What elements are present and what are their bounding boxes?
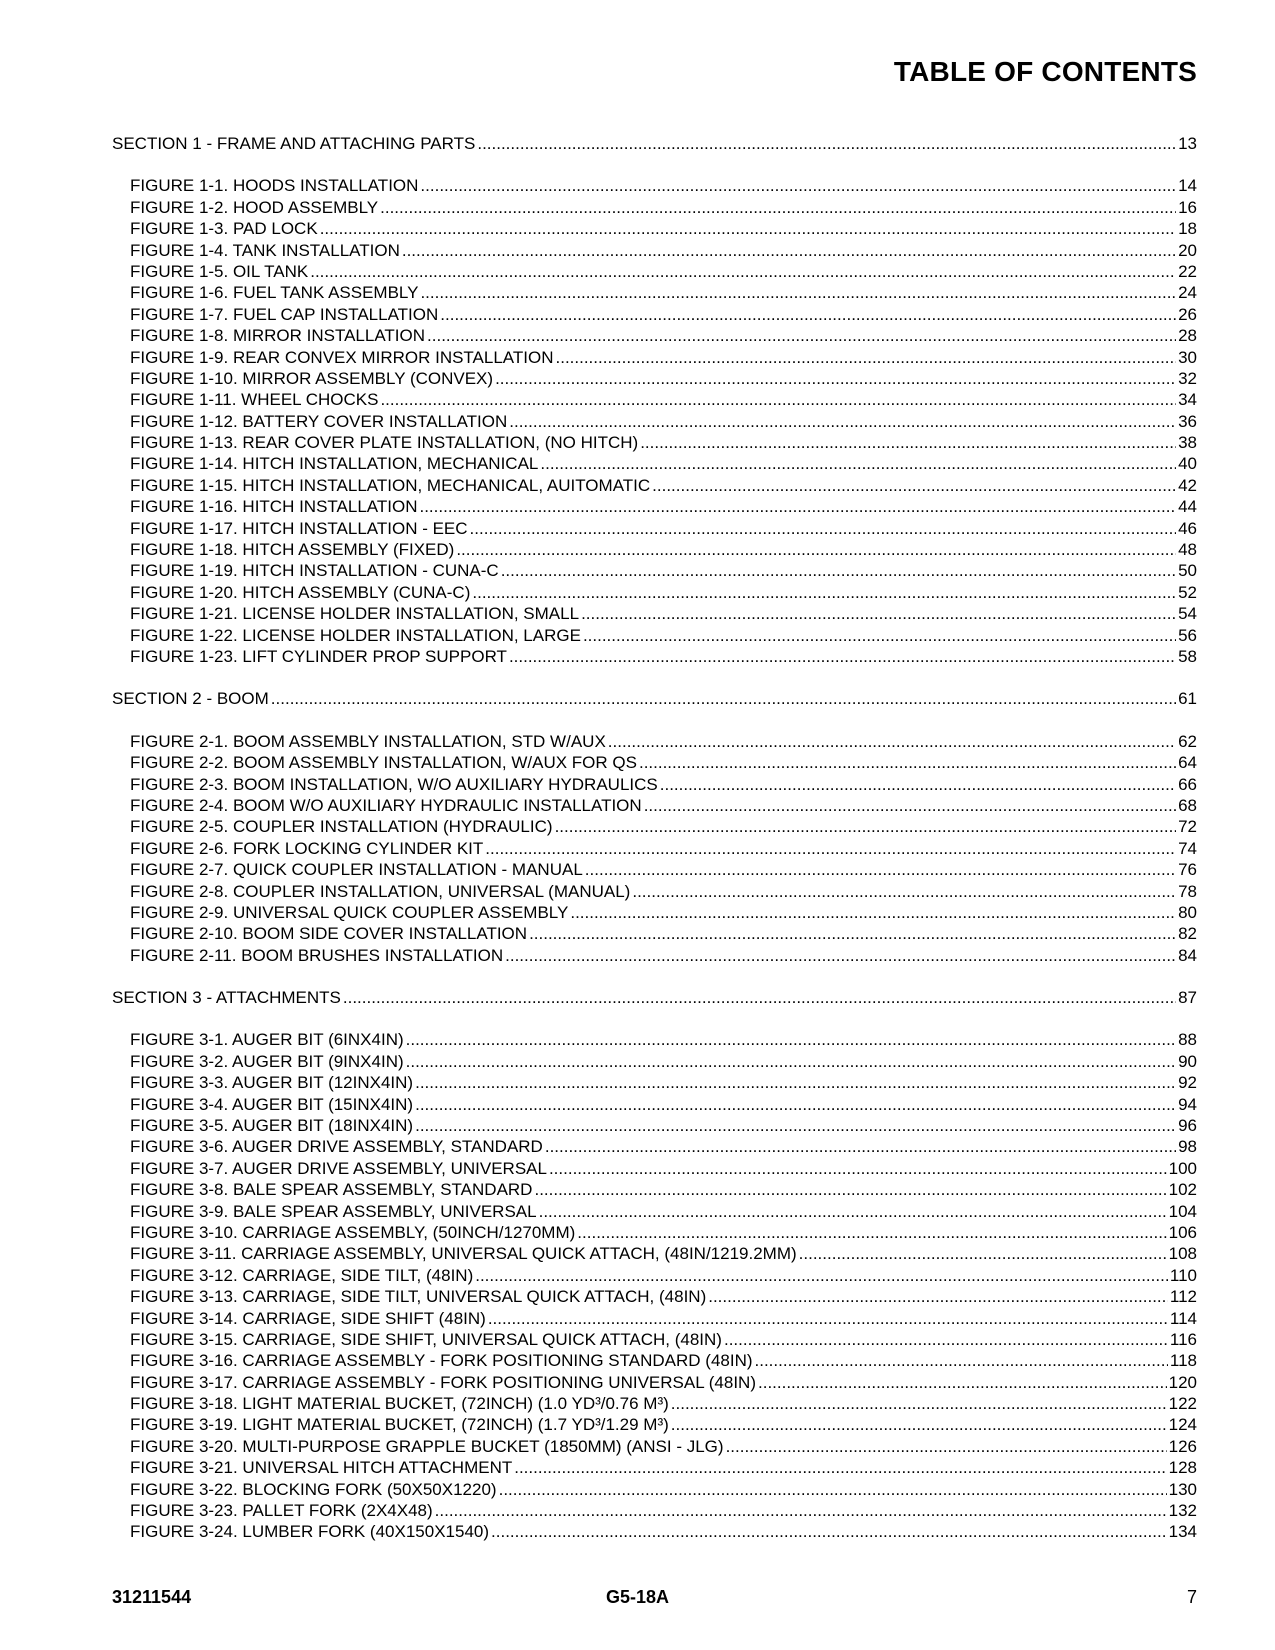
toc-figure-entry[interactable] <box>112 453 1197 474</box>
dot-leader <box>581 603 1176 624</box>
toc-figure-entry[interactable] <box>112 347 1197 368</box>
page-number: 87 <box>1178 988 1197 1008</box>
toc-figure-entry[interactable] <box>112 603 1197 624</box>
toc-figure-entry[interactable] <box>112 539 1197 560</box>
page-number: 44 <box>1178 497 1197 517</box>
dot-leader <box>644 795 1176 816</box>
page-number: 96 <box>1178 1116 1197 1136</box>
page-number: 14 <box>1178 176 1197 196</box>
page-number: 48 <box>1178 540 1197 560</box>
toc-figure-entry[interactable] <box>112 1521 1197 1542</box>
figure-title: FIGURE 3-7. AUGER DRIVE ASSEMBLY, UNIVERSAL <box>130 1158 547 1178</box>
toc-figure-entry[interactable] <box>112 282 1197 303</box>
toc-figure-entry[interactable] <box>112 1329 1197 1350</box>
page-number: 108 <box>1168 1244 1197 1264</box>
toc-figure-entry[interactable] <box>112 475 1197 496</box>
page-number: 116 <box>1169 1329 1197 1349</box>
page-number: 13 <box>1178 134 1197 153</box>
page-number: 130 <box>1168 1479 1197 1499</box>
toc-figure-entry[interactable] <box>112 1286 1197 1307</box>
toc-figure-entry[interactable] <box>112 1072 1197 1093</box>
dot-leader <box>420 175 1176 196</box>
figure-title: FIGURE 2-5. COUPLER INSTALLATION (HYDRAULIC) <box>130 817 553 837</box>
dot-leader <box>652 475 1176 496</box>
page-title: TABLE OF CONTENTS <box>893 56 1197 87</box>
figure-title: FIGURE 1-14. HITCH INSTALLATION, MECHANICAL <box>130 454 539 474</box>
figure-title: FIGURE 1-16. HITCH INSTALLATION <box>130 497 418 517</box>
page-number: 88 <box>1178 1030 1197 1050</box>
figure-title: FIGURE 1-11. WHEEL CHOCKS <box>130 390 379 410</box>
page-number: 132 <box>1168 1501 1197 1521</box>
dot-leader <box>415 1115 1176 1136</box>
dot-leader <box>406 1029 1176 1050</box>
toc-figure-entry[interactable] <box>112 1308 1197 1329</box>
table-of-contents <box>112 133 1197 1543</box>
figure-title: FIGURE 1-12. BATTERY COVER INSTALLATION <box>130 411 508 431</box>
page-number: 94 <box>1178 1094 1197 1114</box>
footer-page-number: 7 <box>1186 1587 1197 1607</box>
page-number: 50 <box>1178 561 1197 581</box>
figure-title: FIGURE 1-4. TANK INSTALLATION <box>130 240 400 260</box>
dot-leader <box>556 347 1177 368</box>
page-number: 74 <box>1178 838 1197 858</box>
dot-leader <box>799 1243 1167 1264</box>
toc-figure-entry[interactable] <box>112 325 1197 346</box>
toc-figure-entry[interactable] <box>112 1265 1197 1286</box>
dot-leader <box>555 816 1177 837</box>
figure-title: FIGURE 3-5. AUGER BIT (18INX4IN) <box>130 1116 414 1136</box>
dot-leader <box>660 774 1176 795</box>
page-number: 118 <box>1169 1351 1197 1371</box>
page-number: 110 <box>1169 1265 1197 1285</box>
toc-figure-entry[interactable] <box>112 902 1197 923</box>
toc-section-entry[interactable] <box>112 133 1197 154</box>
figure-title: FIGURE 1-17. HITCH INSTALLATION - EEC <box>130 518 468 538</box>
figure-title: FIGURE 3-8. BALE SPEAR ASSEMBLY, STANDARD <box>130 1180 533 1200</box>
dot-leader <box>534 1179 1166 1200</box>
page-number: 22 <box>1178 261 1197 281</box>
dot-leader <box>708 1286 1168 1307</box>
figure-title: FIGURE 2-8. COUPLER INSTALLATION, UNIVERSAL (MANUAL) <box>130 881 631 901</box>
toc-section-entry[interactable] <box>112 987 1197 1008</box>
figure-title: FIGURE 3-13. CARRIAGE, SIDE TILT, UNIVERSAL QUICK ATTACH, (48IN) <box>130 1287 707 1307</box>
toc-figure-entry[interactable] <box>112 774 1197 795</box>
page-number: 84 <box>1178 945 1197 965</box>
dot-leader <box>380 197 1176 218</box>
page-number: 98 <box>1178 1137 1197 1157</box>
page-number: 120 <box>1168 1372 1197 1392</box>
dot-leader <box>419 496 1176 517</box>
toc-figure-entry[interactable] <box>112 816 1197 837</box>
toc-figure-entry[interactable] <box>112 795 1197 816</box>
dot-leader <box>415 1072 1176 1093</box>
section-title: SECTION 3 - ATTACHMENTS <box>112 988 341 1008</box>
figure-title: FIGURE 2-2. BOOM ASSEMBLY INSTALLATION, W/AUX FOR QS <box>130 753 637 773</box>
dot-leader <box>475 1265 1168 1286</box>
dot-leader <box>545 1136 1176 1157</box>
page-number: 100 <box>1168 1158 1197 1178</box>
page-number: 82 <box>1178 924 1197 944</box>
dot-leader <box>477 133 1176 154</box>
toc-section-entry[interactable] <box>112 688 1197 709</box>
figure-title: FIGURE 2-10. BOOM SIDE COVER INSTALLATION <box>130 924 528 944</box>
figure-title: FIGURE 1-3. PAD LOCK <box>130 219 318 239</box>
spacer <box>112 154 1197 175</box>
figure-title: FIGURE 3-6. AUGER DRIVE ASSEMBLY, STANDARD <box>130 1137 543 1157</box>
page-number: 61 <box>1178 689 1197 709</box>
page-number: 40 <box>1178 454 1197 474</box>
page-number: 38 <box>1178 433 1197 453</box>
dot-leader <box>435 1500 1167 1521</box>
figure-title: FIGURE 1-5. OIL TANK <box>130 261 309 281</box>
toc-figure-entry[interactable] <box>112 389 1197 410</box>
figure-title: FIGURE 1-20. HITCH ASSEMBLY (CUNA-C) <box>130 582 471 602</box>
figure-title: FIGURE 2-11. BOOM BRUSHES INSTALLATION <box>130 945 504 965</box>
figure-title: FIGURE 3-23. PALLET FORK (2X4X48) <box>130 1501 433 1521</box>
figure-title: FIGURE 3-17. CARRIAGE ASSEMBLY - FORK POSITIONING UNIVERSAL (48IN) <box>130 1372 756 1392</box>
page-number: 76 <box>1178 860 1197 880</box>
page-number: 72 <box>1178 817 1197 837</box>
page-number: 62 <box>1178 731 1197 751</box>
figure-title: FIGURE 3-21. UNIVERSAL HITCH ATTACHMENT <box>130 1458 513 1478</box>
toc-figure-entry[interactable] <box>112 261 1197 282</box>
spacer <box>112 1008 1197 1029</box>
figure-title: FIGURE 2-6. FORK LOCKING CYLINDER KIT <box>130 838 484 858</box>
page-number: 124 <box>1168 1415 1197 1435</box>
toc-figure-entry[interactable] <box>112 240 1197 261</box>
dot-leader <box>488 1308 1168 1329</box>
toc-figure-entry[interactable] <box>112 368 1197 389</box>
toc-figure-entry[interactable] <box>112 1136 1197 1157</box>
dot-leader <box>406 1051 1176 1072</box>
toc-figure-entry[interactable] <box>112 1115 1197 1136</box>
dot-leader <box>499 1479 1167 1500</box>
dot-leader <box>529 923 1176 944</box>
dot-leader <box>570 902 1176 923</box>
toc-figure-entry[interactable] <box>112 197 1197 218</box>
figure-title: FIGURE 1-7. FUEL CAP INSTALLATION <box>130 304 439 324</box>
toc-figure-entry[interactable] <box>112 432 1197 453</box>
toc-figure-entry[interactable] <box>112 625 1197 646</box>
page-number: 56 <box>1178 625 1197 645</box>
toc-figure-entry[interactable] <box>112 582 1197 603</box>
toc-figure-entry[interactable] <box>112 945 1197 966</box>
toc-figure-entry[interactable] <box>112 1457 1197 1478</box>
toc-figure-entry[interactable] <box>112 304 1197 325</box>
toc-figure-entry[interactable] <box>112 1222 1197 1243</box>
page-number: 58 <box>1178 646 1197 666</box>
figure-title: FIGURE 1-23. LIFT CYLINDER PROP SUPPORT <box>130 646 507 666</box>
page-number: 126 <box>1168 1436 1197 1456</box>
page-number: 36 <box>1178 411 1197 431</box>
dot-leader <box>640 432 1176 453</box>
toc-figure-entry[interactable] <box>112 1393 1197 1414</box>
dot-leader <box>491 1521 1167 1542</box>
spacer <box>112 966 1197 987</box>
dot-leader <box>549 1158 1167 1179</box>
dot-leader <box>639 752 1176 773</box>
page-number: 24 <box>1178 283 1197 303</box>
figure-title: FIGURE 1-9. REAR CONVEX MIRROR INSTALLATION <box>130 347 554 367</box>
dot-leader <box>758 1372 1167 1393</box>
page-number: 26 <box>1178 304 1197 324</box>
dot-leader <box>343 987 1176 1008</box>
toc-figure-entry[interactable] <box>112 518 1197 539</box>
page-number: 134 <box>1168 1522 1197 1542</box>
dot-leader <box>427 325 1176 346</box>
figure-title: FIGURE 3-18. LIGHT MATERIAL BUCKET, (72INCH) (1.0 YD³/0.76 M³) <box>130 1394 669 1414</box>
dot-leader <box>420 282 1176 303</box>
page-number: 66 <box>1178 774 1197 794</box>
figure-title: FIGURE 3-15. CARRIAGE, SIDE SHIFT, UNIVERSAL QUICK ATTACH, (48IN) <box>130 1329 722 1349</box>
page-number: 104 <box>1168 1201 1197 1221</box>
page-number: 122 <box>1168 1394 1197 1414</box>
dot-leader <box>755 1350 1168 1371</box>
section-title: SECTION 2 - BOOM <box>112 689 269 709</box>
figure-title: FIGURE 1-10. MIRROR ASSEMBLY (CONVEX) <box>130 368 494 388</box>
toc-figure-entry[interactable] <box>112 859 1197 880</box>
page-number: 112 <box>1169 1287 1197 1307</box>
figure-title: FIGURE 2-3. BOOM INSTALLATION, W/O AUXILIARY HYDRAULICS <box>130 774 658 794</box>
figure-title: FIGURE 3-3. AUGER BIT (12INX4IN) <box>130 1073 414 1093</box>
dot-leader <box>608 731 1176 752</box>
toc-figure-entry[interactable] <box>112 923 1197 944</box>
dot-leader <box>380 389 1176 410</box>
page-number: 80 <box>1178 902 1197 922</box>
toc-figure-entry[interactable] <box>112 1436 1197 1457</box>
page-number: 128 <box>1168 1458 1197 1478</box>
figure-title: FIGURE 1-1. HOODS INSTALLATION <box>130 176 419 196</box>
dot-leader <box>310 261 1176 282</box>
figure-title: FIGURE 3-20. MULTI-PURPOSE GRAPPLE BUCKET (1850MM) (ANSI - JLG) <box>130 1436 724 1456</box>
toc-figure-entry[interactable] <box>112 496 1197 517</box>
figure-title: FIGURE 2-1. BOOM ASSEMBLY INSTALLATION, STD W/AUX <box>130 731 606 751</box>
spacer <box>112 710 1197 731</box>
dot-leader <box>495 368 1176 389</box>
dot-leader <box>505 945 1176 966</box>
toc-figure-entry[interactable] <box>112 646 1197 667</box>
dot-leader <box>632 881 1176 902</box>
dot-leader <box>509 646 1176 667</box>
figure-title: FIGURE 3-9. BALE SPEAR ASSEMBLY, UNIVERSAL <box>130 1201 537 1221</box>
dot-leader <box>583 625 1176 646</box>
toc-figure-entry[interactable] <box>112 731 1197 752</box>
page-number: 16 <box>1178 197 1197 217</box>
toc-figure-entry[interactable] <box>112 1029 1197 1050</box>
page-number: 90 <box>1178 1051 1197 1071</box>
page-number: 46 <box>1178 518 1197 538</box>
dot-leader <box>271 688 1176 709</box>
toc-figure-entry[interactable] <box>112 218 1197 239</box>
figure-title: FIGURE 1-18. HITCH ASSEMBLY (FIXED) <box>130 540 455 560</box>
dot-leader <box>456 539 1176 560</box>
page-number: 64 <box>1178 753 1197 773</box>
toc-figure-entry[interactable] <box>112 1051 1197 1072</box>
figure-title: FIGURE 3-16. CARRIAGE ASSEMBLY - FORK POSITIONING STANDARD (48IN) <box>130 1351 753 1371</box>
page-number: 54 <box>1178 604 1197 624</box>
toc-figure-entry[interactable] <box>112 1414 1197 1435</box>
figure-title: FIGURE 1-6. FUEL TANK ASSEMBLY <box>130 283 419 303</box>
toc-figure-entry[interactable] <box>112 1243 1197 1264</box>
dot-leader <box>726 1436 1167 1457</box>
dot-leader <box>472 582 1176 603</box>
figure-title: FIGURE 2-4. BOOM W/O AUXILIARY HYDRAULIC INSTALLATION <box>130 795 642 815</box>
toc-figure-entry[interactable] <box>112 560 1197 581</box>
page-number: 28 <box>1178 326 1197 346</box>
figure-title: FIGURE 3-19. LIGHT MATERIAL BUCKET, (72INCH) (1.7 YD³/1.29 M³) <box>130 1415 669 1435</box>
toc-figure-entry[interactable] <box>112 1372 1197 1393</box>
dot-leader <box>402 240 1176 261</box>
section-title: SECTION 1 - FRAME AND ATTACHING PARTS <box>112 134 476 153</box>
dot-leader <box>501 560 1176 581</box>
figure-title: FIGURE 2-7. QUICK COUPLER INSTALLATION - MANUAL <box>130 860 583 880</box>
dot-leader <box>440 304 1176 325</box>
figure-title: FIGURE 1-2. HOOD ASSEMBLY <box>130 197 379 217</box>
toc-figure-entry[interactable] <box>112 1201 1197 1222</box>
figure-title: FIGURE 2-9. UNIVERSAL QUICK COUPLER ASSEMBLY <box>130 902 569 922</box>
toc-figure-entry[interactable] <box>112 1350 1197 1371</box>
page-number: 20 <box>1178 240 1197 260</box>
spacer <box>112 667 1197 688</box>
figure-title: FIGURE 1-19. HITCH INSTALLATION - CUNA-C <box>130 561 499 581</box>
footer-doc-number: 31211544 <box>112 1587 192 1607</box>
page-number: 68 <box>1178 795 1197 815</box>
toc-figure-entry[interactable] <box>112 1479 1197 1500</box>
dot-leader <box>470 518 1177 539</box>
page-number: 30 <box>1178 347 1197 367</box>
dot-leader <box>671 1414 1167 1435</box>
page-number: 32 <box>1178 368 1197 388</box>
figure-title: FIGURE 3-10. CARRIAGE ASSEMBLY, (50INCH/1270MM) <box>130 1222 576 1242</box>
footer-model: G5-18A <box>605 1587 670 1607</box>
page-number: 42 <box>1178 475 1197 495</box>
page-number: 18 <box>1178 219 1197 239</box>
page-number: 78 <box>1178 881 1197 901</box>
figure-title: FIGURE 1-13. REAR COVER PLATE INSTALLATION, (NO HITCH) <box>130 433 639 453</box>
figure-title: FIGURE 3-24. LUMBER FORK (40X150X1540) <box>130 1522 490 1542</box>
page-number: 92 <box>1178 1073 1197 1093</box>
figure-title: FIGURE 3-4. AUGER BIT (15INX4IN) <box>130 1094 414 1114</box>
dot-leader <box>514 1457 1166 1478</box>
dot-leader <box>485 838 1176 859</box>
toc-figure-entry[interactable] <box>112 752 1197 773</box>
toc-figure-entry[interactable] <box>112 1179 1197 1200</box>
toc-figure-entry[interactable] <box>112 411 1197 432</box>
figure-title: FIGURE 1-15. HITCH INSTALLATION, MECHANICAL, AUITOMATIC <box>130 475 651 495</box>
page-number: 114 <box>1169 1308 1197 1328</box>
toc-figure-entry[interactable] <box>112 881 1197 902</box>
dot-leader <box>724 1329 1168 1350</box>
figure-title: FIGURE 3-12. CARRIAGE, SIDE TILT, (48IN) <box>130 1265 474 1285</box>
page-number: 34 <box>1178 390 1197 410</box>
toc-figure-entry[interactable] <box>112 1500 1197 1521</box>
page-number: 102 <box>1168 1180 1197 1200</box>
dot-leader <box>585 859 1176 880</box>
toc-figure-entry[interactable] <box>112 1158 1197 1179</box>
figure-title: FIGURE 3-11. CARRIAGE ASSEMBLY, UNIVERSAL QUICK ATTACH, (48IN/1219.2MM) <box>130 1244 797 1264</box>
dot-leader <box>320 218 1176 239</box>
dot-leader <box>415 1094 1176 1115</box>
dot-leader <box>540 453 1176 474</box>
dot-leader <box>671 1393 1167 1414</box>
figure-title: FIGURE 1-22. LICENSE HOLDER INSTALLATION, LARGE <box>130 625 581 645</box>
figure-title: FIGURE 1-21. LICENSE HOLDER INSTALLATION, SMALL <box>130 604 580 624</box>
page-number: 52 <box>1178 582 1197 602</box>
figure-title: FIGURE 3-1. AUGER BIT (6INX4IN) <box>130 1030 404 1050</box>
toc-figure-entry[interactable] <box>112 175 1197 196</box>
dot-leader <box>577 1222 1166 1243</box>
toc-figure-entry[interactable] <box>112 1094 1197 1115</box>
figure-title: FIGURE 3-22. BLOCKING FORK (50X50X1220) <box>130 1479 497 1499</box>
dot-leader <box>539 1201 1167 1222</box>
toc-figure-entry[interactable] <box>112 838 1197 859</box>
figure-title: FIGURE 3-14. CARRIAGE, SIDE SHIFT (48IN) <box>130 1308 486 1328</box>
page-number: 106 <box>1168 1222 1197 1242</box>
dot-leader <box>509 411 1176 432</box>
figure-title: FIGURE 1-8. MIRROR INSTALLATION <box>130 326 426 346</box>
figure-title: FIGURE 3-2. AUGER BIT (9INX4IN) <box>130 1051 404 1071</box>
